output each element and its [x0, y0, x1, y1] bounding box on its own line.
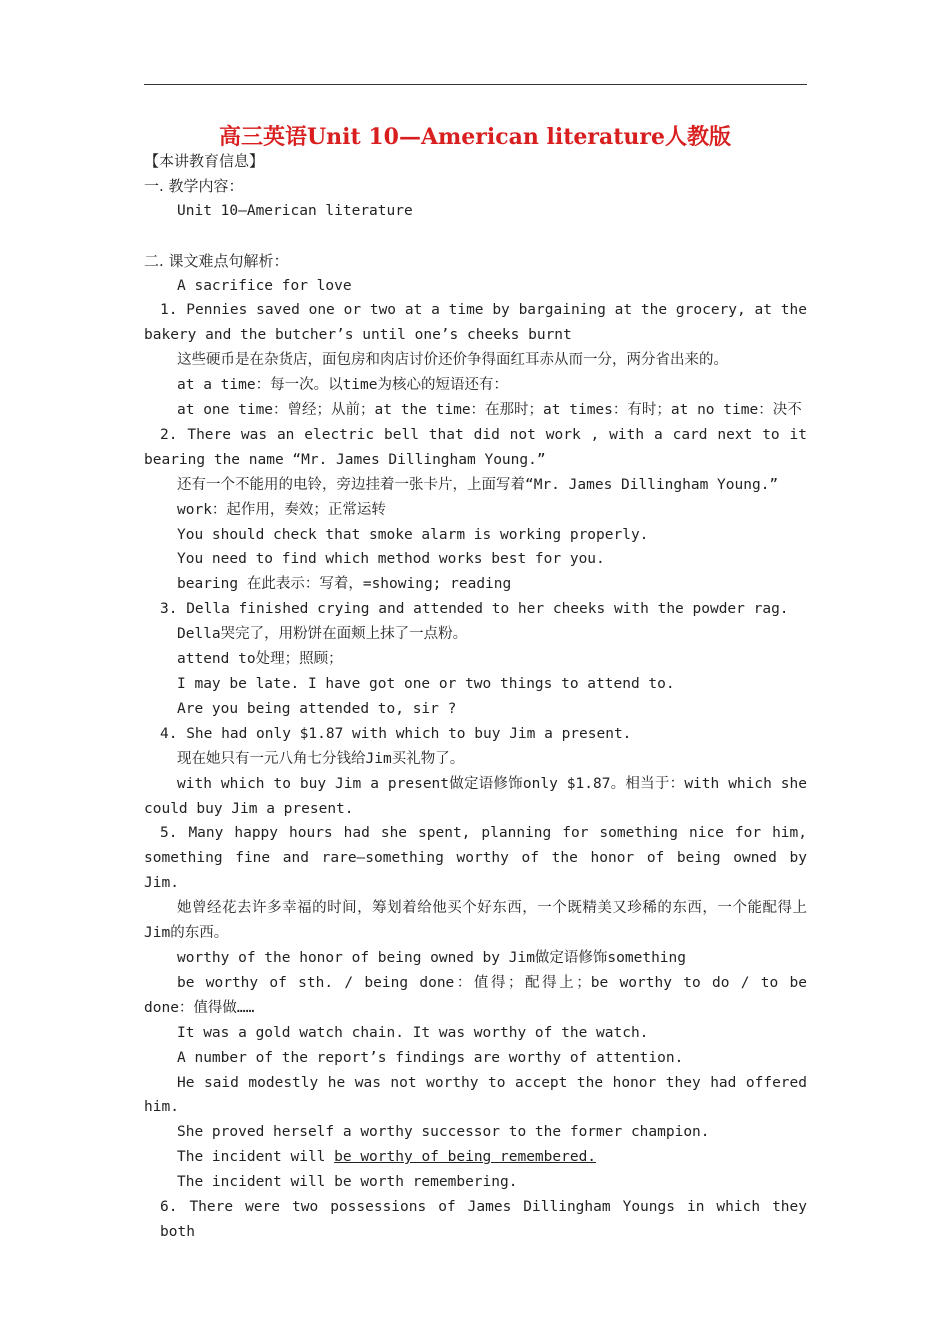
item-5-example-1: It was a gold watch chain. It was worthy of the watch.: [177, 1024, 649, 1041]
section-1-heading: 一. 教学内容：: [144, 176, 244, 195]
item-2-note: work：起作用，奏效；正常运转: [177, 501, 386, 518]
spacer: [144, 224, 807, 249]
item-1-sentence: 1. Pennies saved one or two at a time by bargaining at the grocery, at the bakery and the butcher’s until one’s cheeks burnt: [144, 302, 807, 344]
item-3-example-1: I may be late. I have got one or two things to attend to.: [177, 676, 675, 693]
item-3-translation: Della哭完了，用粉饼在面颊上抹了一点粉。: [177, 626, 468, 643]
section-header: 【本讲教育信息】: [144, 152, 265, 170]
example-5-prefix: The incident will: [177, 1149, 335, 1166]
item-1-note: at a time：每一次。以time为核心的短语还有：: [177, 377, 508, 394]
item-5-translation: 她曾经花去许多幸福的时间，筹划着给他买个好东西，一个既精美又珍稀的东西，一个能配得上Jim的东西。: [144, 900, 807, 942]
item-4-sentence: 4. She had only $1.87 with which to buy Jim a present.: [160, 725, 632, 742]
item-1-translation: 这些硬币是在杂货店，面包房和肉店讨价还价争得面红耳赤从而一分，两分省出来的。: [177, 352, 728, 369]
underlined-phrase: be worthy of being remembered.: [334, 1149, 597, 1166]
item-5-example-2: A number of the report’s findings are worthy of attention.: [177, 1049, 684, 1066]
header-rule: [144, 84, 807, 85]
item-5-usage: be worthy of sth. / being done：值得；配得上；be worthy to do / to be done：值得做……: [144, 974, 807, 1016]
item-5-example-5: [144, 1145, 807, 1170]
item-5-example-6: The incident will be worth remembering.: [177, 1174, 518, 1191]
item-4-note: with which to buy Jim a present做定语修饰only $1.87。相当于：with which she could buy Jim a present.: [144, 775, 807, 817]
item-5-example-4: She proved herself a worthy successor to the former champion.: [177, 1124, 710, 1141]
item-2-example-2: You need to find which method works best for you.: [177, 551, 605, 568]
item-2-sentence: 2. There was an electric bell that did not work , with a card next to it bearing the name “Mr. James Dillingham Young.”: [144, 426, 807, 468]
item-2-example-1: You should check that smoke alarm is working properly.: [177, 526, 649, 543]
item-5-sentence: 5. Many happy hours had she spent, planning for something nice for him, something fine and rare—something worthy of the honor of being owned by Jim.: [144, 825, 807, 892]
item-3-example-2: Are you being attended to, sir ?: [177, 700, 457, 717]
section-1-content: Unit 10—American literature: [177, 202, 413, 219]
item-5-example-3: He said modestly he was not worthy to accept the honor they had offered him.: [144, 1074, 807, 1116]
item-5-note: worthy of the honor of being owned by Jim做定语修饰something: [177, 949, 686, 966]
section-2-heading: 二. 课文难点句解析：: [144, 251, 289, 270]
page-title: 高三英语Unit 10—American literature人教版: [218, 124, 732, 150]
item-4-translation: 现在她只有一元八角七分钱给Jim买礼物了。: [177, 750, 465, 767]
document-body: [144, 149, 807, 1245]
item-2-note-2: bearing 在此表示：写着，=showing; reading: [177, 576, 512, 593]
item-6-sentence: 6. There were two possessions of James Dillingham Youngs in which they both: [160, 1199, 807, 1240]
story-title: A sacrifice for love: [177, 277, 352, 294]
item-2-translation: 还有一个不能用的电铃，旁边挂着一张卡片，上面写着“Mr. James Dillingham Young.”: [177, 476, 779, 493]
item-3-sentence: 3. Della finished crying and attended to her cheeks with the powder rag.: [160, 601, 789, 618]
item-3-note: attend to处理；照顾；: [177, 651, 343, 668]
item-1-phrases: at one time：曾经；从前；at the time：在那时；at times：有时；at no time：决不: [177, 402, 802, 419]
